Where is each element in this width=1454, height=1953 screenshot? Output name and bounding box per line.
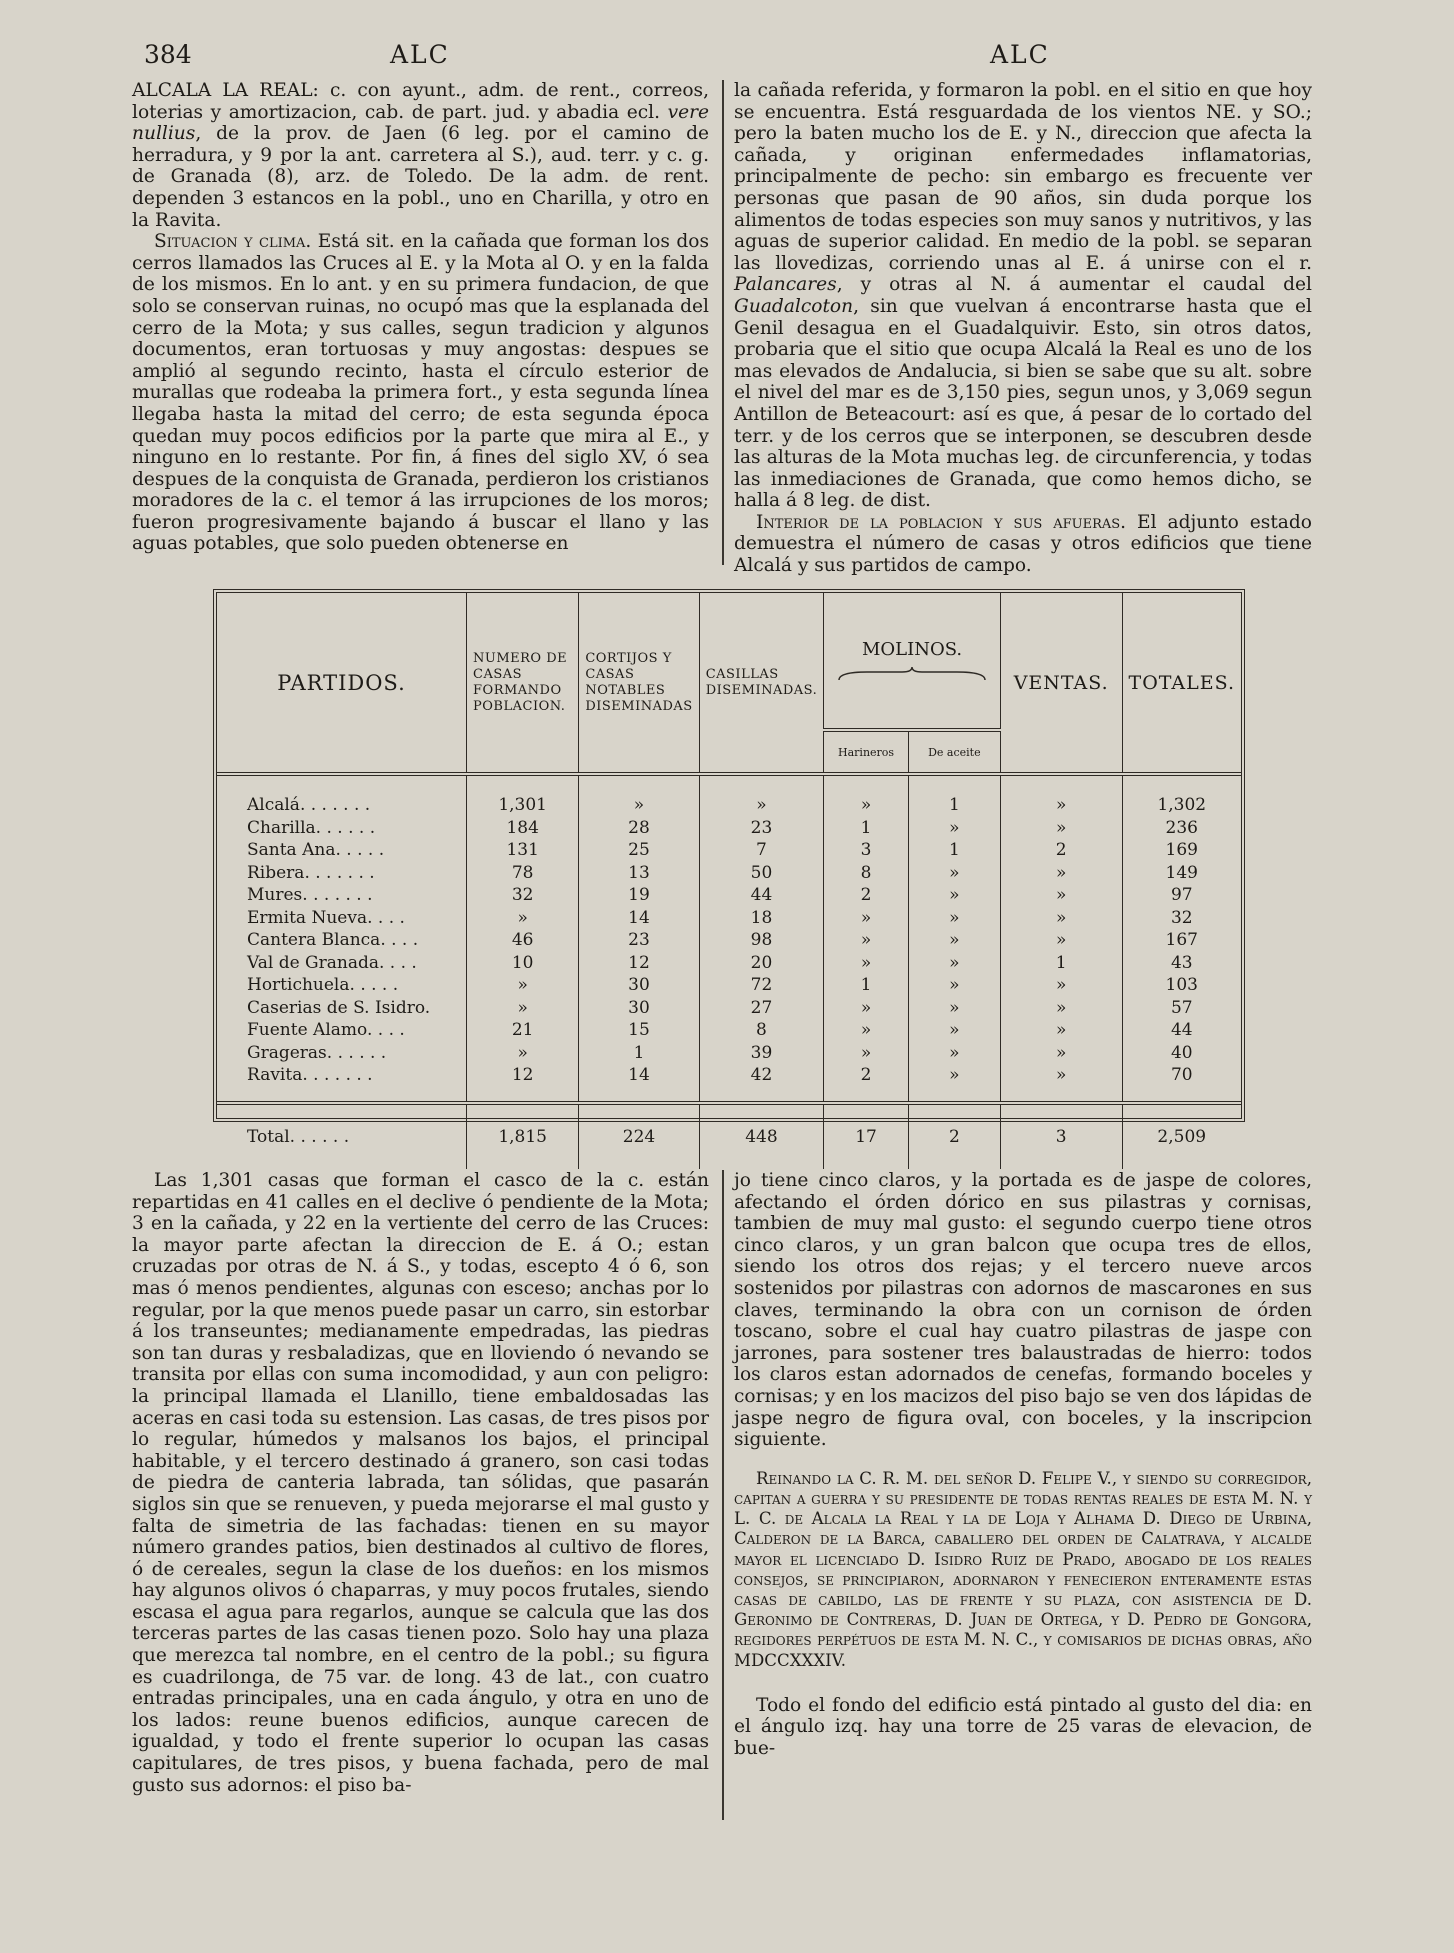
table-row <box>217 839 1241 862</box>
cell-total: 44 <box>1122 1019 1241 1042</box>
table-row <box>217 997 1241 1020</box>
cell-ventas: » <box>1000 974 1122 997</box>
header-totales: TOTALES. <box>1122 593 1241 774</box>
cell-aceite: » <box>908 997 1000 1020</box>
river-palancares: Palancares <box>734 274 837 296</box>
left-running-title: ALC <box>390 40 450 69</box>
paragraph-alcala-entry: ALCALA LA REAL: c. con ayunt., adm. de rent., correos, loterias y amortizacion, cab. de part. jud. y abadia ecl. vere nullius, de la prov. de Jaen (6 leg. por el camino de herradura, y 9 por la ant. carretera al S.), aud. terr. y c. g. de Granada (8), arz. de Toledo. De la adm. de rent. dependen 3 estancos en la pobl., uno en Charilla, y otro en la Ravita. <box>132 80 709 231</box>
cell-harineros: » <box>824 794 909 817</box>
cell-harineros: 3 <box>824 839 909 862</box>
column-divider-top <box>722 80 724 565</box>
vere-nullius: vere nullius <box>132 101 709 145</box>
cell-cortijos: 28 <box>579 817 699 840</box>
table-row <box>217 974 1241 997</box>
cell-casillas: » <box>699 794 824 817</box>
cell-total: 1,302 <box>1122 794 1241 817</box>
cell-casas: 12 <box>467 1064 579 1087</box>
cell-total: 167 <box>1122 929 1241 952</box>
cell-ventas: » <box>1000 817 1122 840</box>
cell-casas: 1,301 <box>467 794 579 817</box>
cell-casillas: 7 <box>699 839 824 862</box>
cell-cortijos: 23 <box>579 929 699 952</box>
cell-ventas: » <box>1000 794 1122 817</box>
entry-heading: ALCALA LA REAL: <box>132 80 319 101</box>
river-guadalcoton: Guadalcoton <box>734 295 854 317</box>
table-row <box>217 929 1241 952</box>
cell-aceite: » <box>908 1042 1000 1065</box>
paragraph-interior: Interior de la poblacion y sus afueras. El adjunto estado demuestra el número de casas y otros edificios que tiene Alcalá y sus partidos de campo. <box>734 511 1312 577</box>
cell-ventas: » <box>1000 1042 1122 1065</box>
row-name: Ermita Nueva. . . . <box>247 907 405 928</box>
row-name: Grageras. . . . . . <box>247 1042 387 1063</box>
table-row <box>217 952 1241 975</box>
cell-cortijos: 19 <box>579 884 699 907</box>
cell-cortijos: 1 <box>579 1042 699 1065</box>
cell-casillas: 44 <box>699 884 824 907</box>
cell-harineros: » <box>824 997 909 1020</box>
cell-cortijos: 14 <box>579 907 699 930</box>
right-column-top <box>734 80 1312 577</box>
row-name: Charilla. . . . . . <box>247 817 376 838</box>
cell-cortijos: » <box>579 794 699 817</box>
total-aceite: 2 <box>908 1103 1000 1169</box>
cell-casillas: 18 <box>699 907 824 930</box>
cell-casillas: 42 <box>699 1064 824 1087</box>
running-header <box>140 40 1330 76</box>
cell-total: 43 <box>1122 952 1241 975</box>
cell-harineros: » <box>824 929 909 952</box>
table-header-row <box>217 593 1241 730</box>
cell-harineros: 8 <box>824 862 909 885</box>
paragraph-fachada: jo tiene cinco claros, y la portada es de jaspe de colores, afectando el órden dórico en sus pilastras y cornisas, tambien de muy mal gusto: el segundo cuerpo tiene otros cinco claros, y un gran balcon que ocupa tres de ellos, siendo los otros dos rejas; y el tercero nueve arcos sostenidos por pilastras con adornos de mascarones en sus claves, terminando la obra con un cornison de órden toscano, sobre el cual hay cuatro pilastras de jaspe con jarrones, para sostener tres balaustradas de hierro: todos los claros estan adornados de cenefas, formando boceles y cornisas; y en los macizos del piso bajo se ven dos lápidas de jaspe negro de figura oval, con boceles, y la inscripcion siguiente. <box>734 1170 1312 1451</box>
cell-total: 40 <box>1122 1042 1241 1065</box>
paragraph-canada: la cañada referida, y formaron la pobl. en el sitio en que hoy se encuentra. Está resguardada de los vientos NE. y SO.; pero la baten mucho los de E. y N., direccion que afecta la cañada, y originan enfermedades inflamatorias, principalmente de pecho: sin embargo es frecuente ver personas que pasan de 90 años, sin duda porque los alimentos de todas especies son muy sanos y nutritivos, y las aguas de superior calidad. En medio de la pobl. se separan las llovedizas, corriendo unas al E. á unirse con el r. Palancares, y otras al N. á aumentar el caudal del Guadalcoton, sin que vuelvan á encontrarse hasta que el Genil desagua en el Guadalquivir. Esto, sin otros datos, probaria que el sitio que ocupa Alcalá la Real es uno de los mas elevados de Andalucia, si bien se sabe que su alt. sobre el nivel del mar es de 3,150 pies, segun unos, y 3,069 segun Antillon de Beteacourt: así es que, á pesar de lo cortado del terr. y de los cerros que se interponen, se descubren desde las alturas de la Mota muchas leg. de circunferencia, y todas las inmediaciones de Granada, que como hemos dicho, se halla á 8 leg. de dist. <box>734 80 1312 512</box>
cell-total: 169 <box>1122 839 1241 862</box>
table-row <box>217 1019 1241 1042</box>
cell-ventas: » <box>1000 862 1122 885</box>
table-body <box>217 794 1241 1087</box>
table-total-row <box>217 1103 1241 1169</box>
cell-casillas: 39 <box>699 1042 824 1065</box>
cell-aceite: » <box>908 1064 1000 1087</box>
partidos-table-grid <box>217 593 1241 1169</box>
cell-ventas: 1 <box>1000 952 1122 975</box>
total-ventas: 3 <box>1000 1103 1122 1169</box>
cell-aceite: » <box>908 1019 1000 1042</box>
total-total: 2,509 <box>1122 1103 1241 1169</box>
partidos-table <box>213 589 1245 1147</box>
cell-harineros: 2 <box>824 1064 909 1087</box>
cell-cortijos: 12 <box>579 952 699 975</box>
total-casillas: 448 <box>699 1103 824 1169</box>
total-harineros: 17 <box>824 1103 909 1169</box>
header-ventas: VENTAS. <box>1000 593 1122 774</box>
cell-total: 149 <box>1122 862 1241 885</box>
cell-casas: 184 <box>467 817 579 840</box>
row-name: Alcalá. . . . . . . <box>247 795 371 816</box>
brace-icon <box>837 666 987 682</box>
cell-harineros: » <box>824 1019 909 1042</box>
cell-casillas: 72 <box>699 974 824 997</box>
cell-ventas: » <box>1000 1019 1122 1042</box>
cell-casillas: 27 <box>699 997 824 1020</box>
section-heading-situacion: Situacion y clima. <box>154 231 312 253</box>
cell-harineros: » <box>824 907 909 930</box>
cell-aceite: » <box>908 884 1000 907</box>
cell-casas: 10 <box>467 952 579 975</box>
row-name: Ribera. . . . . . . <box>247 862 375 883</box>
cell-ventas: » <box>1000 1064 1122 1087</box>
paragraph-situacion: Situacion y clima. Está sit. en la cañada que forman los dos cerros llamados las Cruces al E. y la Mota al O. y en la falda de los mismos. En lo ant. y en su primera fundacion, de que solo se conservan ruinas, no ocupó mas que la esplanada del cerro de la Mota; y sus calles, segun tradicion y algunos documentos, eran tortuosas y muy angostas: despues se amplió al segundo recinto, hasta el círculo esterior de murallas que rodeaba la primera fort., y esta segunda línea llegaba hasta la mitad del cerro; de esta segunda época quedan muy pocos edificios por la parte que mira al E., y ninguno en lo restante. Por fin, á fines del siglo XV, ó sea despues de la conquista de Granada, perdieron los cristianos moradores de la c. el temor á las irrupciones de los moros; fueron progresivamente bajando á buscar el llano y las aguas potables, que solo pueden obtenerse en <box>132 231 709 555</box>
cell-casas: » <box>467 1042 579 1065</box>
cell-ventas: » <box>1000 997 1122 1020</box>
total-cortijos: 224 <box>579 1103 699 1169</box>
cell-aceite: » <box>908 907 1000 930</box>
cell-total: 32 <box>1122 907 1241 930</box>
cell-casas: 46 <box>467 929 579 952</box>
table-row <box>217 907 1241 930</box>
cell-aceite: » <box>908 952 1000 975</box>
cell-cortijos: 14 <box>579 1064 699 1087</box>
cell-casillas: 50 <box>699 862 824 885</box>
left-column-top <box>132 80 709 555</box>
row-name: Santa Ana. . . . . <box>247 840 385 861</box>
header-aceite: De aceite <box>908 730 1000 774</box>
cell-cortijos: 15 <box>579 1019 699 1042</box>
header-partidos: PARTIDOS. <box>277 670 406 695</box>
header-cortijos: CORTIJOS Y CASAS NOTABLES DISEMINADAS <box>579 593 699 774</box>
cell-ventas: » <box>1000 929 1122 952</box>
cell-cortijos: 30 <box>579 974 699 997</box>
page-number: 384 <box>144 40 192 69</box>
right-column-bottom <box>734 1170 1312 1760</box>
cell-casillas: 98 <box>699 929 824 952</box>
cell-total: 70 <box>1122 1064 1241 1087</box>
header-molinos: MOLINOS. <box>824 593 1001 730</box>
header-harineros: Harineros <box>824 730 909 774</box>
cell-casas: 21 <box>467 1019 579 1042</box>
cell-casillas: 20 <box>699 952 824 975</box>
right-running-title: ALC <box>990 40 1050 69</box>
cell-aceite: 1 <box>908 794 1000 817</box>
cell-cortijos: 13 <box>579 862 699 885</box>
inscription: Reinando la C. R. M. del señor D. Felipe V., y siendo su corregidor, capitan a guerra y su presidente de todas rentas reales de esta M. N. y L. C. de Alcala la Real y la de Loja y Alhama D. Diego de Urbina, Calderon de la Barca, caballero del orden de Calatrava, y alcalde mayor el licenciado D. Isidro Ruiz de Prado, abogado de los reales consejos, se principiaron, adornaron y fenecieron enteramente estas casas de cabildo, las de frente y su plaza, con asistencia de D. Geronimo de Contreras, D. Juan de Ortega, y D. Pedro de Gongora, regidores perpétuos de esta M. N. C., y comisarios de dichas obras, año MDCCXXXIV. <box>734 1468 1312 1670</box>
cell-total: 57 <box>1122 997 1241 1020</box>
cell-casas: 78 <box>467 862 579 885</box>
row-name: Cantera Blanca. . . . <box>247 930 419 951</box>
cell-ventas: 2 <box>1000 839 1122 862</box>
cell-casas: » <box>467 974 579 997</box>
table-row <box>217 862 1241 885</box>
cell-aceite: » <box>908 929 1000 952</box>
column-divider-bottom <box>722 1170 724 1820</box>
row-name: Mures. . . . . . . <box>247 885 373 906</box>
cell-casillas: 23 <box>699 817 824 840</box>
cell-casas: 131 <box>467 839 579 862</box>
total-casas: 1,815 <box>467 1103 579 1169</box>
row-name: Val de Granada. . . . <box>247 952 417 973</box>
cell-cortijos: 30 <box>579 997 699 1020</box>
total-label: Total. . . . . . <box>217 1103 467 1169</box>
table-row <box>217 884 1241 907</box>
cell-aceite: » <box>908 862 1000 885</box>
row-name: Ravita. . . . . . . <box>247 1065 373 1086</box>
row-name: Caserias de S. Isidro. <box>247 997 431 1018</box>
cell-total: 97 <box>1122 884 1241 907</box>
table-row <box>217 1042 1241 1065</box>
table-row <box>217 794 1241 817</box>
paragraph-fondo: Todo el fondo del edificio está pintado al gusto del dia: en el ángulo izq. hay una torre de 25 varas de elevacion, de bue- <box>734 1694 1312 1759</box>
cell-ventas: » <box>1000 907 1122 930</box>
header-casillas: CASILLAS DISEMINADAS. <box>699 593 824 774</box>
cell-casas: 32 <box>467 884 579 907</box>
cell-harineros: 1 <box>824 974 909 997</box>
cell-total: 236 <box>1122 817 1241 840</box>
table-row <box>217 1064 1241 1087</box>
table-row <box>217 817 1241 840</box>
row-name: Hortichuela. . . . . <box>247 975 399 996</box>
row-name: Fuente Alamo. . . . <box>247 1020 405 1041</box>
paragraph-casas: Las 1,301 casas que forman el casco de la c. están repartidas en 41 calles en el declive ó pendiente de la Mota; 3 en la cañada, y 22 en la vertiente del cerro de las Cruces: la mayor parte afectan la direccion de E. á O.; estan cruzadas por otras de N. á S., y todas, escepto 4 ó 6, son mas ó menos pendientes, algunas con esceso; anchas por lo regular, por la que menos puede pasar un carro, sin estorbar á los transeuntes; medianamente empedradas, las piedras son tan duras y resbaladizas, que en lloviendo ó nevando se transita por ellas con suma incomodidad, y aun con peligro: la principal llamada el Llanillo, tiene embaldosadas las aceras en casi toda su estension. Las casas, de tres pisos por lo regular, húmedos y malsanos los bajos, el principal habitable, y el tercero destinado á granero, son casi todas de piedra de canteria labrada, tan sólidas, que pasarán siglos sin que se renueven, y pueda mejorarse el mal gusto y falta de simetria de las fachadas: tienen en su mayor número grandes patios, bien destinados al cultivo de flores, ó de cereales, segun la clase de los dueños: en los mismos hay algunos olivos ó chaparras, y muy pocos frutales, siendo escasa el agua para regarlos, aunque se calcula que las dos terceras partes de las casas tienen pozo. Solo hay una plaza que merezca tal nombre, en el centro de la pobl.; su figura es cuadrilonga, de 75 var. de long. 43 de lat., con cuatro entradas principales, una en cada ángulo, y otra en uno de los lados: reune buenos edificios, aunque carecen de igualdad, y todo el frente superior lo ocupan las casas capitulares, de tres pisos, y buena fachada, pero de mal gusto sus adornos: el piso ba- <box>132 1170 709 1796</box>
cell-aceite: 1 <box>908 839 1000 862</box>
cell-casillas: 8 <box>699 1019 824 1042</box>
cell-harineros: » <box>824 952 909 975</box>
cell-cortijos: 25 <box>579 839 699 862</box>
cell-aceite: » <box>908 974 1000 997</box>
cell-harineros: » <box>824 1042 909 1065</box>
cell-harineros: 2 <box>824 884 909 907</box>
header-casas: NUMERO DE CASAS FORMANDO POBLACION. <box>467 593 579 774</box>
section-heading-interior: Interior de la poblacion y sus afueras. <box>756 511 1127 533</box>
cell-harineros: 1 <box>824 817 909 840</box>
cell-casas: » <box>467 997 579 1020</box>
left-column-bottom <box>132 1170 709 1796</box>
cell-total: 103 <box>1122 974 1241 997</box>
cell-casas: » <box>467 907 579 930</box>
cell-ventas: » <box>1000 884 1122 907</box>
cell-aceite: » <box>908 817 1000 840</box>
